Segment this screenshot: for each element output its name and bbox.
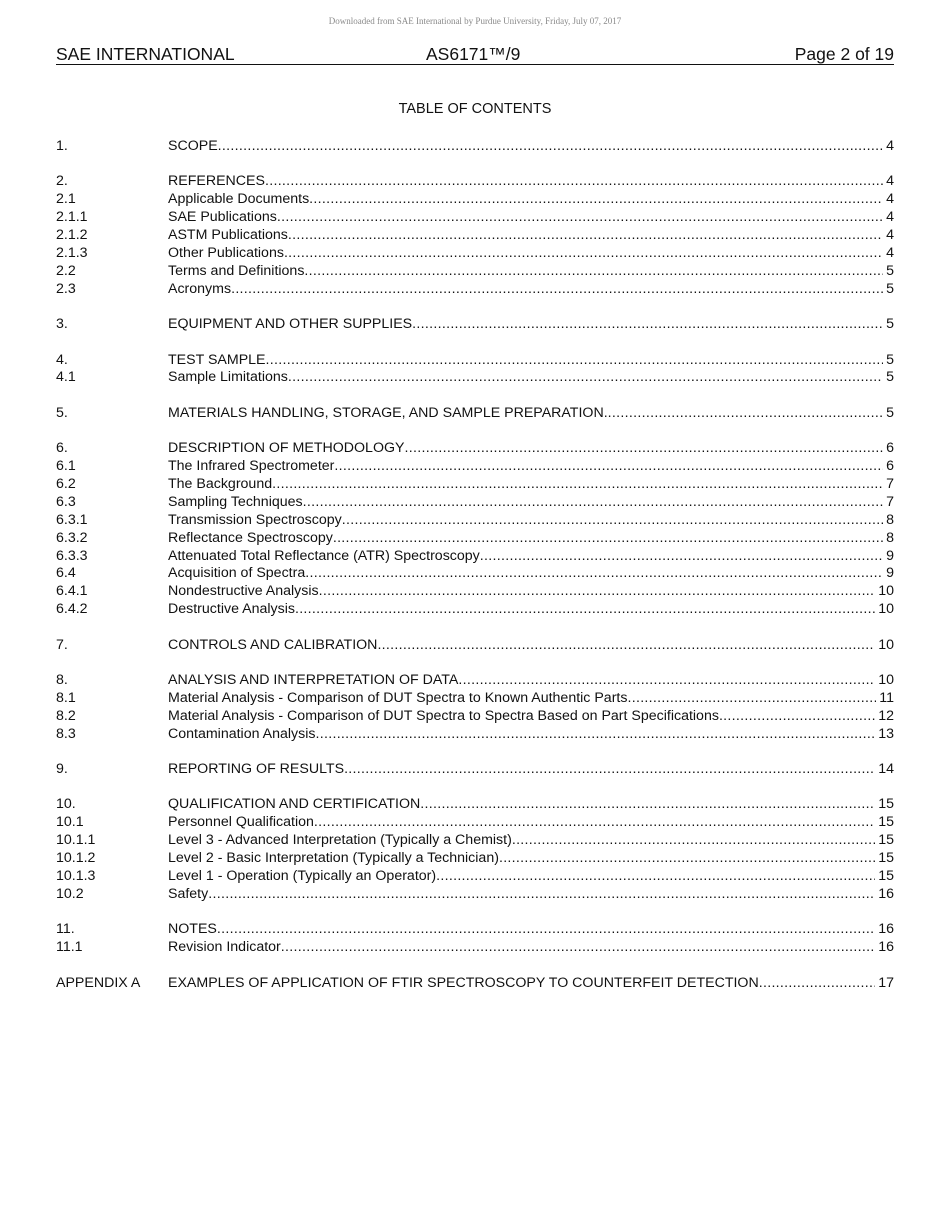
dot-leader <box>288 369 883 387</box>
toc-section-group <box>56 672 894 744</box>
dot-leader <box>334 458 883 476</box>
toc-entry-number: 8.3 <box>56 725 76 742</box>
toc-entry-number: 11.1 <box>56 939 83 956</box>
toc-entry-line <box>168 138 894 156</box>
dot-leader <box>266 352 884 370</box>
toc-entry-number: 10.1 <box>56 814 84 831</box>
document-number: AS6171™/9 <box>426 44 521 64</box>
toc-entry-line <box>168 173 894 191</box>
table-of-contents <box>56 138 894 1010</box>
toc-entry-line <box>168 814 894 832</box>
dot-leader <box>759 975 876 993</box>
toc-entry-line <box>168 761 894 779</box>
toc-entry[interactable] <box>56 796 894 814</box>
toc-entry-title: Reflectance Spectroscopy <box>168 529 333 546</box>
toc-entry[interactable] <box>56 458 894 476</box>
dot-leader <box>288 227 883 245</box>
toc-entry-line <box>168 637 894 655</box>
toc-entry-page: 4 <box>886 227 894 244</box>
toc-entry-title: SAE Publications <box>168 209 277 226</box>
toc-section-group <box>56 796 894 903</box>
toc-entry[interactable] <box>56 672 894 690</box>
toc-entry-title: ANALYSIS AND INTERPRETATION OF DATA <box>168 671 459 688</box>
toc-entry-title: Personnel Qualification <box>168 814 314 831</box>
toc-entry-number: 6.3.2 <box>56 529 88 546</box>
toc-entry-title: Material Analysis - Comparison of DUT Spectra to Known Authentic Parts <box>168 689 628 706</box>
toc-entry-page: 10 <box>878 583 894 600</box>
toc-entry[interactable] <box>56 886 894 904</box>
dot-leader <box>420 796 875 814</box>
toc-section-group <box>56 138 894 156</box>
dot-leader <box>458 672 875 690</box>
toc-entry[interactable] <box>56 921 894 939</box>
toc-section-group <box>56 352 894 388</box>
toc-entry-number: 8. <box>56 671 68 688</box>
toc-entry-title: EXAMPLES OF APPLICATION OF FTIR SPECTROSCOPY TO COUNTERFEIT DETECTION <box>168 974 759 991</box>
toc-entry-title: Nondestructive Analysis <box>168 583 319 600</box>
dot-leader <box>480 548 883 566</box>
toc-entry-title: DESCRIPTION OF METHODOLOGY <box>168 440 405 457</box>
toc-entry-line <box>168 316 894 334</box>
toc-entry-line <box>168 369 894 387</box>
toc-entry-page: 10 <box>878 601 894 618</box>
toc-entry-title: Transmission Spectroscopy <box>168 511 342 528</box>
toc-entry-page: 5 <box>886 316 894 333</box>
dot-leader <box>272 476 883 494</box>
dot-leader <box>303 494 884 512</box>
toc-entry-page: 5 <box>886 351 894 368</box>
toc-entry[interactable] <box>56 263 894 281</box>
toc-entry-title: ASTM Publications <box>168 227 288 244</box>
toc-entry[interactable] <box>56 690 894 708</box>
toc-entry[interactable] <box>56 173 894 191</box>
toc-entry-title: Destructive Analysis <box>168 601 295 618</box>
toc-entry-title: QUALIFICATION AND CERTIFICATION <box>168 796 421 813</box>
dot-leader <box>309 191 883 209</box>
toc-entry-number: 6.4.1 <box>56 583 88 600</box>
toc-entry-number: 10.1.2 <box>56 850 96 867</box>
toc-entry[interactable] <box>56 352 894 370</box>
toc-entry-line <box>168 726 894 744</box>
toc-entry-page: 5 <box>886 262 894 279</box>
toc-entry-number: 6.1 <box>56 458 76 475</box>
dot-leader <box>265 173 883 191</box>
toc-entry[interactable] <box>56 369 894 387</box>
toc-entry[interactable] <box>56 530 894 548</box>
toc-entry[interactable] <box>56 405 894 423</box>
toc-entry-line <box>168 548 894 566</box>
toc-entry-page: 15 <box>878 868 894 884</box>
toc-entry-page: 4 <box>886 138 894 154</box>
toc-entry-line <box>168 565 894 583</box>
toc-entry-title: REPORTING OF RESULTS <box>168 761 345 778</box>
dot-leader <box>342 512 883 530</box>
toc-entry-title: CONTROLS AND CALIBRATION <box>168 636 378 653</box>
toc-entry-page: 8 <box>886 529 894 546</box>
toc-entry[interactable] <box>56 832 894 850</box>
dot-leader <box>295 601 875 619</box>
toc-section-group <box>56 637 894 655</box>
toc-entry-page: 15 <box>878 814 894 831</box>
organization-name: SAE INTERNATIONAL <box>56 44 235 64</box>
toc-entry-page: 15 <box>878 832 894 849</box>
toc-entry[interactable] <box>56 138 894 156</box>
toc-entry-line <box>168 850 894 868</box>
dot-leader <box>377 637 875 655</box>
toc-entry-number: 7. <box>56 636 68 653</box>
toc-entry-number: 6.2 <box>56 475 76 492</box>
dot-leader <box>499 850 875 868</box>
toc-entry-title: Level 2 - Basic Interpretation (Typically a Technician) <box>168 850 499 867</box>
toc-entry-line <box>168 245 894 263</box>
toc-entry-line <box>168 939 894 957</box>
toc-entry-title: The Infrared Spectrometer <box>168 458 335 475</box>
toc-entry-number: 9. <box>56 761 68 778</box>
toc-entry[interactable] <box>56 761 894 779</box>
toc-entry-number: APPENDIX A <box>56 974 141 991</box>
dot-leader <box>217 921 875 939</box>
toc-entry-title: Other Publications <box>168 244 284 261</box>
download-watermark-note: Downloaded from SAE International by Purdue University, Friday, July 07, 2017 <box>328 16 622 26</box>
dot-leader <box>284 245 883 263</box>
toc-entry[interactable] <box>56 209 894 227</box>
toc-entry[interactable] <box>56 548 894 566</box>
toc-entry[interactable] <box>56 601 894 619</box>
toc-entry-page: 4 <box>886 173 894 190</box>
toc-entry-line <box>168 796 894 814</box>
toc-entry[interactable] <box>56 565 894 583</box>
toc-entry-page: 4 <box>886 209 894 226</box>
toc-entry[interactable] <box>56 726 894 744</box>
toc-entry[interactable] <box>56 850 894 868</box>
toc-entry-line <box>168 690 894 708</box>
toc-entry-line <box>168 708 894 726</box>
toc-entry-line <box>168 440 894 458</box>
toc-entry-page: 5 <box>886 404 894 421</box>
toc-entry-line <box>168 209 894 227</box>
toc-entry-number: 10. <box>56 796 76 813</box>
toc-entry-title: Revision Indicator <box>168 939 281 956</box>
dot-leader <box>319 583 876 601</box>
toc-entry[interactable] <box>56 227 894 245</box>
toc-entry-number: 2. <box>56 173 68 190</box>
toc-entry-line <box>168 405 894 423</box>
toc-entry[interactable] <box>56 637 894 655</box>
toc-entry-page: 15 <box>878 850 894 867</box>
toc-section-group <box>56 975 894 993</box>
toc-entry[interactable] <box>56 975 894 993</box>
toc-entry-page: 12 <box>878 707 894 724</box>
toc-entry[interactable] <box>56 512 894 530</box>
toc-entry-title: Acronyms <box>168 280 232 297</box>
dot-leader <box>412 316 883 334</box>
toc-entry-title: MATERIALS HANDLING, STORAGE, AND SAMPLE PREPARATION. <box>168 404 608 421</box>
toc-entry-page: 10 <box>878 671 894 688</box>
toc-entry-number: 2.3 <box>56 280 76 297</box>
toc-entry-number: 2.2 <box>56 262 76 279</box>
toc-entry-page: 5 <box>886 280 894 297</box>
toc-entry-page: 16 <box>878 921 894 938</box>
dot-leader <box>436 868 875 886</box>
toc-entry-number: 1. <box>56 138 68 154</box>
toc-entry-page: 6 <box>886 458 894 475</box>
toc-entry-line <box>168 191 894 209</box>
toc-entry-line <box>168 832 894 850</box>
toc-entry-page: 17 <box>878 974 894 991</box>
toc-entry-page: 7 <box>886 493 894 510</box>
toc-section-group <box>56 761 894 779</box>
toc-entry-number: 2.1.1 <box>56 209 88 226</box>
toc-entry-line <box>168 476 894 494</box>
toc-entry-line <box>168 868 894 886</box>
dot-leader <box>277 209 883 227</box>
toc-entry-number: 6.3.1 <box>56 511 88 528</box>
toc-entry-number: 4. <box>56 351 68 368</box>
toc-entry-title: EQUIPMENT AND OTHER SUPPLIES <box>168 316 413 333</box>
toc-entry-number: 6.4 <box>56 565 76 582</box>
toc-entry-line <box>168 672 894 690</box>
dot-leader <box>314 814 875 832</box>
toc-entry-title: REFERENCES <box>168 173 265 190</box>
dot-leader <box>208 886 875 904</box>
toc-entry-line <box>168 886 894 904</box>
toc-entry-title: Safety <box>168 885 209 902</box>
toc-section-group <box>56 440 894 619</box>
toc-entry-page: 10 <box>878 636 894 653</box>
dot-leader <box>627 690 876 708</box>
toc-entry-line <box>168 512 894 530</box>
page-header <box>56 44 894 65</box>
toc-entry-title: Attenuated Total Reflectance (ATR) Spectroscopy <box>168 547 480 564</box>
toc-entry-line <box>168 601 894 619</box>
toc-entry-number: 2.1 <box>56 191 76 208</box>
dot-leader <box>315 726 875 744</box>
toc-entry-page: 9 <box>886 565 894 582</box>
toc-entry-page: 16 <box>878 939 894 956</box>
toc-entry[interactable] <box>56 939 894 957</box>
toc-entry[interactable] <box>56 814 894 832</box>
toc-entry[interactable] <box>56 245 894 263</box>
toc-entry-title: Sampling Techniques <box>168 493 303 510</box>
toc-entry-page: 6 <box>886 440 894 457</box>
toc-entry[interactable] <box>56 494 894 512</box>
toc-entry-line <box>168 975 894 993</box>
toc-entry-page: 7 <box>886 475 894 492</box>
toc-entry[interactable] <box>56 316 894 334</box>
toc-entry[interactable] <box>56 708 894 726</box>
toc-entry-page: 13 <box>878 725 894 742</box>
toc-entry-title: Material Analysis - Comparison of DUT Spectra to Spectra Based on Part Specifications <box>168 707 719 724</box>
page-indicator: Page 2 of 19 <box>794 44 894 64</box>
toc-entry-line <box>168 530 894 548</box>
dot-leader <box>304 263 883 281</box>
dot-leader <box>305 565 883 583</box>
toc-entry-number: 6.3 <box>56 493 76 510</box>
toc-entry-line <box>168 227 894 245</box>
toc-entry-number: 2.1.2 <box>56 227 88 244</box>
toc-entry-line <box>168 583 894 601</box>
dot-leader <box>608 405 883 423</box>
toc-entry-number: 10.1.3 <box>56 868 96 884</box>
toc-entry-title: TEST SAMPLE <box>168 351 266 368</box>
toc-entry-title: Contamination Analysis <box>168 725 316 742</box>
toc-entry-page: 9 <box>886 547 894 564</box>
toc-entry-title: Applicable Documents <box>168 191 310 208</box>
toc-entry[interactable] <box>56 191 894 209</box>
toc-entry[interactable] <box>56 440 894 458</box>
dot-leader <box>719 708 875 726</box>
toc-entry-page: 4 <box>886 191 894 208</box>
toc-entry-number: 6. <box>56 440 68 457</box>
dot-leader <box>231 281 883 299</box>
toc-entry-number: 4.1 <box>56 369 76 386</box>
toc-section-group <box>56 173 894 298</box>
toc-entry-line <box>168 921 894 939</box>
toc-entry-title: Level 1 - Operation (Typically an Operator) <box>168 868 437 884</box>
toc-entry-number: 5. <box>56 404 68 421</box>
toc-entry-number: 6.4.2 <box>56 601 88 618</box>
toc-entry-title: NOTES <box>168 921 217 938</box>
toc-entry-page: 11 <box>879 689 894 706</box>
toc-entry-line <box>168 352 894 370</box>
toc-entry-line <box>168 458 894 476</box>
toc-entry[interactable] <box>56 476 894 494</box>
toc-section-group <box>56 921 894 957</box>
toc-entry-title: Acquisition of Spectra <box>168 565 306 582</box>
dot-leader <box>512 832 875 850</box>
toc-entry-page: 16 <box>878 885 894 902</box>
toc-section-group <box>56 316 894 334</box>
dot-leader <box>281 939 875 957</box>
toc-entry-number: 11. <box>56 921 75 938</box>
toc-entry-page: 4 <box>886 244 894 261</box>
dot-leader <box>218 138 883 156</box>
toc-entry-number: 6.3.3 <box>56 547 88 564</box>
toc-entry[interactable] <box>56 281 894 299</box>
toc-entry-line <box>168 281 894 299</box>
toc-entry[interactable] <box>56 868 894 886</box>
toc-title: TABLE OF CONTENTS <box>398 101 552 117</box>
dot-leader <box>344 761 875 779</box>
toc-entry-line <box>168 263 894 281</box>
toc-entry-title: Terms and Definitions <box>168 262 305 279</box>
toc-entry-title: SCOPE <box>168 138 218 154</box>
toc-entry-page: 15 <box>878 796 894 813</box>
toc-entry-page: 8 <box>886 511 894 528</box>
toc-entry-number: 2.1.3 <box>56 244 88 261</box>
toc-entry-number: 10.1.1 <box>56 832 96 849</box>
toc-section-group <box>56 405 894 423</box>
toc-entry-title: Sample Limitations <box>168 369 288 386</box>
toc-entry-title: Level 3 - Advanced Interpretation (Typically a Chemist) <box>168 832 512 849</box>
toc-entry-number: 10.2 <box>56 885 84 902</box>
toc-entry-number: 8.2 <box>56 707 76 724</box>
toc-entry-page: 5 <box>886 369 894 386</box>
toc-entry-title: The Background <box>168 475 273 492</box>
dot-leader <box>333 530 883 548</box>
toc-entry-page: 14 <box>878 761 894 778</box>
toc-entry-number: 8.1 <box>56 689 76 706</box>
toc-entry-line <box>168 494 894 512</box>
dot-leader <box>404 440 883 458</box>
toc-entry[interactable] <box>56 583 894 601</box>
toc-entry-number: 3. <box>56 316 68 333</box>
